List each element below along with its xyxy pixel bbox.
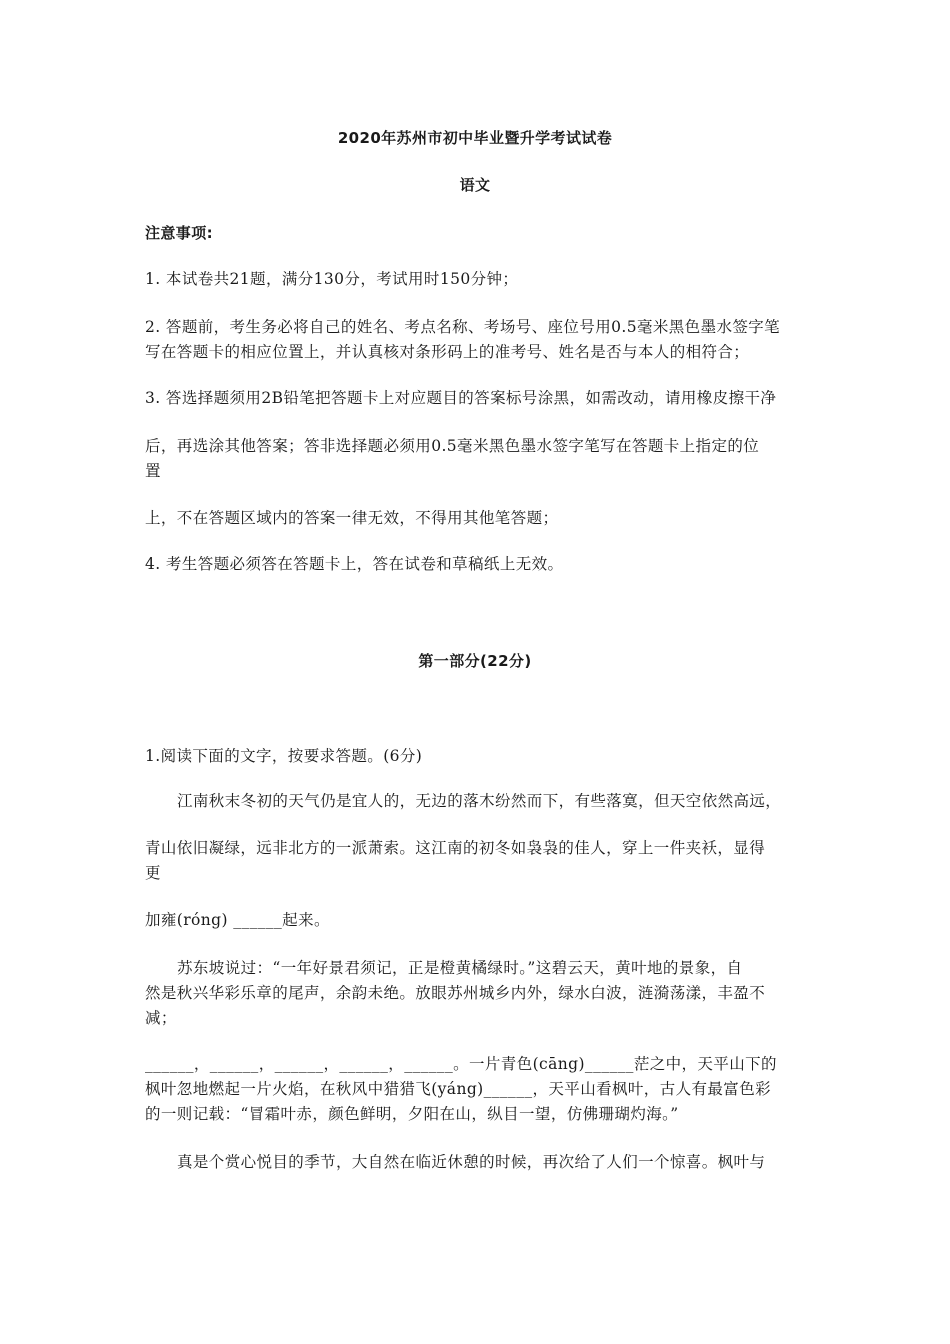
passage-line: 真是个赏心悦目的季节，大自然在临近休憩的时候，再次给了人们一个惊喜。枫叶与 [177, 1153, 766, 1171]
passage-line-blank: ______，______，______，______，______。一片青色(cāng)______茫之中，天平山下的 [145, 1055, 777, 1073]
passage-line: 更 [145, 864, 161, 882]
passage-line-blank: 枫叶忽地燃起一片火焰，在秋风中猎猎飞(yáng)______，天平山看枫叶，古人有最富色彩 [145, 1080, 771, 1098]
part1-heading: 第一部分(22分) [418, 652, 532, 670]
notice-item-4: 4. 考生答题必须答在答题卡上，答在试卷和草稿纸上无效。 [145, 555, 564, 573]
notice-item-3-line-1: 3. 答选择题须用2B铅笔把答题卡上对应题目的答案标号涂黑，如需改动，请用橡皮擦干净 [145, 389, 777, 407]
notice-item-3-line-3: 置 [145, 462, 161, 480]
passage-line: 减； [145, 1009, 177, 1027]
notice-item-2-line-1: 2. 答题前，考生务必将自己的姓名、考点名称、考场号、座位号用0.5毫米黑色墨水签字笔 [145, 318, 781, 336]
passage-line: 的一则记载：“冒霜叶赤，颜色鲜明，夕阳在山，纵目一望，仿佛珊瑚灼海。” [145, 1105, 679, 1123]
passage-line: 江南秋末冬初的天气仍是宜人的，无边的落木纷然而下，有些落寞，但天空依然高远， [177, 792, 782, 810]
notice-heading: 注意事项: [145, 224, 213, 242]
notice-item-3-line-4: 上，不在答题区域内的答案一律无效，不得用其他笔答题； [145, 509, 559, 527]
notice-item-1: 1. 本试卷共21题，满分130分，考试用时150分钟； [145, 270, 519, 288]
notice-item-3-line-2: 后，再选涂其他答案；答非选择题必须用0.5毫米黑色墨水签字笔写在答题卡上指定的位 [145, 437, 760, 455]
passage-line: 苏东坡说过：“一年好景君须记，正是橙黄橘绿时。”这碧云天，黄叶地的景象，自 [177, 959, 743, 977]
passage-line: 然是秋兴华彩乐章的尾声，余韵未绝。放眼苏州城乡内外，绿水白波，涟漪荡漾，丰盈不 [145, 984, 766, 1002]
question1-prompt: 1.阅读下面的文字，按要求答题。(6分) [145, 747, 423, 765]
passage-line: 青山依旧凝绿，远非北方的一派萧索。这江南的初冬如袅袅的佳人，穿上一件夹袄，显得 [145, 839, 766, 857]
exam-title: 2020年苏州市初中毕业暨升学考试试卷 [337, 129, 613, 147]
subject-title: 语文 [459, 176, 491, 194]
passage-line-blank: 加雍(róng) ______起来。 [145, 911, 330, 929]
notice-item-2-line-2: 写在答题卡的相应位置上，并认真核对条形码上的准考号、姓名是否与本人的相符合； [145, 343, 750, 361]
